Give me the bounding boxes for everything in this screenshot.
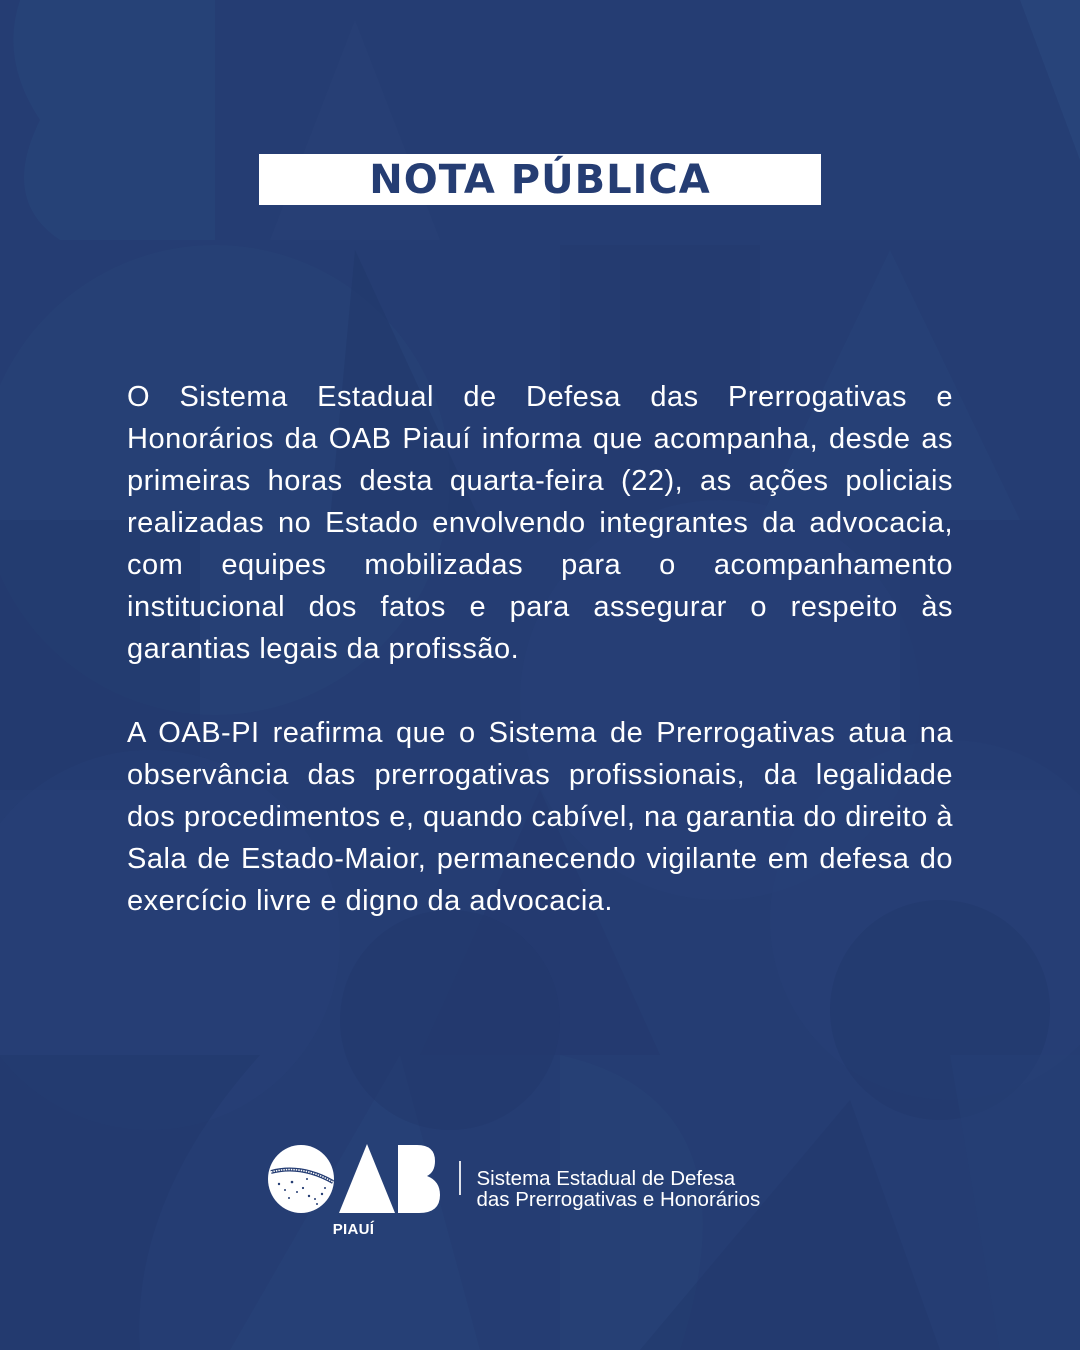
oab-logo-icon xyxy=(267,1144,441,1214)
organization-name-line-1: Sistema Estadual de Defesa xyxy=(476,1167,736,1190)
statement-body xyxy=(127,376,953,922)
logo-state-label: PIAUÍ xyxy=(332,1221,375,1238)
statement-paragraph-2: A OAB-PI reafirma que o Sistema de Prerrogativas atua na observância das prerrogativas profissionais, da legalidade dos procedimentos e, quando cabível, na garantia do direito à Sala de Estado-Maior, permanecendo vigilante em defesa do exercício livre e digno da advocacia. xyxy=(127,717,953,917)
organization-name-line-2: das Prerrogativas e Honorários xyxy=(476,1188,761,1211)
title-banner xyxy=(259,154,821,205)
organization-name xyxy=(477,1168,761,1210)
logo-divider xyxy=(459,1161,461,1195)
oab-logo xyxy=(266,1144,441,1238)
statement-paragraph-1: O Sistema Estadual de Defesa das Prerrogativas e Honorários da OAB Piauí informa que acompanha, desde as primeiras horas desta quarta-feira (22), as ações policiais realizadas no Estado envolvendo integrantes da advocacia, com equipes mobilizadas para o acompanhamento institucional dos fatos e para assegurar o respeito às garantias legais da profissão. xyxy=(127,381,953,665)
footer-signature xyxy=(266,1144,760,1238)
page-title: NOTA PÚBLICA xyxy=(369,156,711,203)
